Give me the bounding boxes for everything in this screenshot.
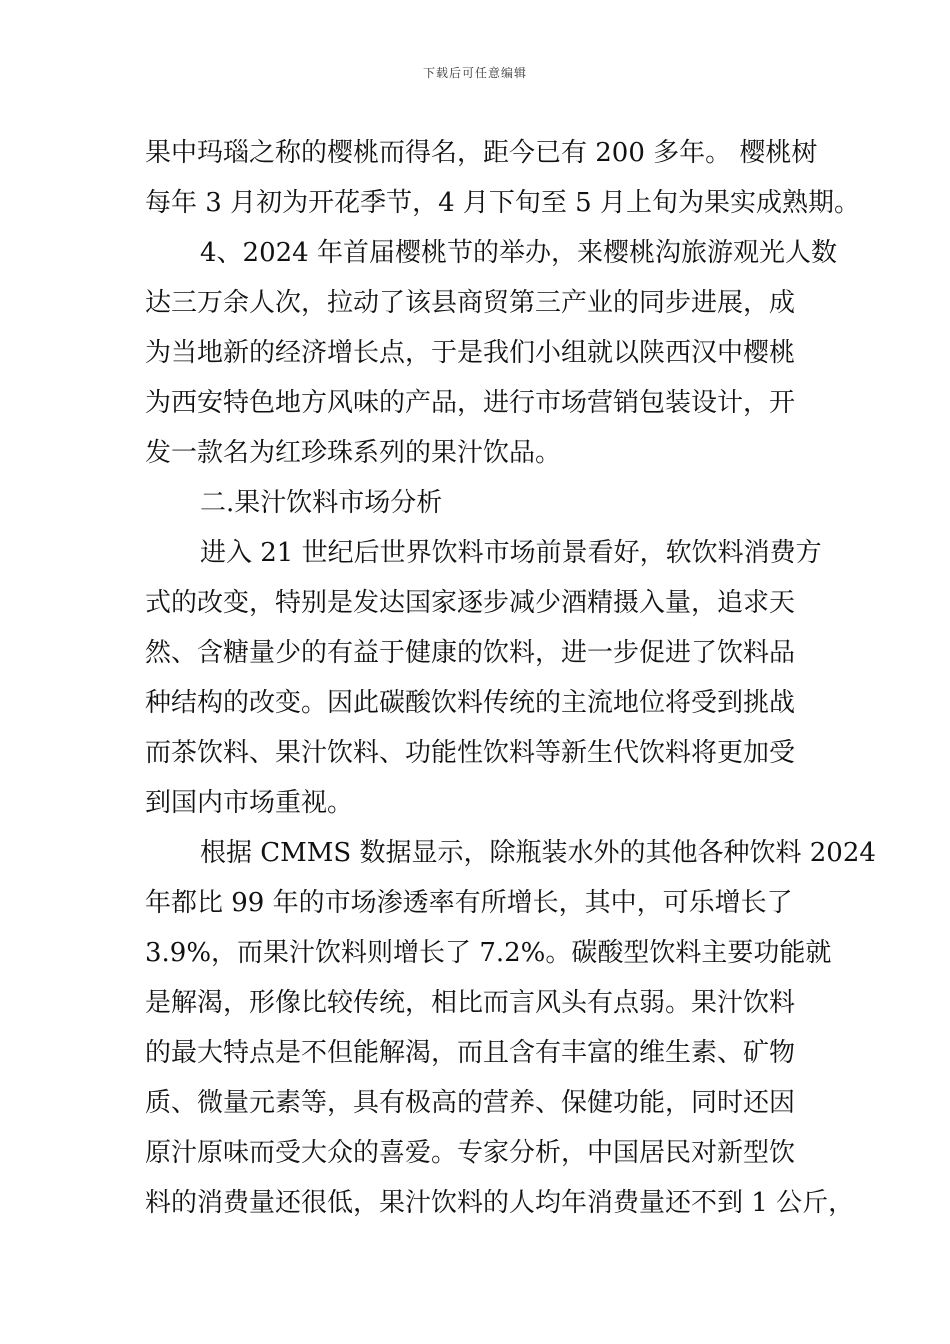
- paragraph-start-line: 进入 21 世纪后世界饮料市场前景看好，软饮料消费方: [200, 538, 822, 568]
- text-line: 达三万余人次，拉动了该县商贸第三产业的同步进展，成: [145, 288, 796, 318]
- text-line: 果中玛瑙之称的樱桃而得名，距今已有 200 多年。 樱桃树: [145, 138, 818, 168]
- text-line: 种结构的改变。因此碳酸饮料传统的主流地位将受到挑战: [145, 688, 796, 718]
- text-line: 的最大特点是不但能解渴，而且含有丰富的维生素、矿物: [145, 1038, 796, 1068]
- text-line: 3.9%，而果汁饮料则增长了 7.2%。碳酸型饮料主要功能就: [145, 938, 832, 968]
- document-body: [145, 128, 876, 1228]
- paragraph-start-line: 4、2024 年首届樱桃节的举办，来樱桃沟旅游观光人数: [200, 238, 837, 268]
- text-line: 而茶饮料、果汁饮料、功能性饮料等新生代饮料将更加受: [145, 738, 796, 768]
- text-line: 每年 3 月初为开花季节，4 月下旬至 5 月上旬为果实成熟期。: [145, 188, 860, 218]
- text-line: 到国内市场重视。: [145, 788, 354, 818]
- section-heading: 二.果汁饮料市场分析: [200, 488, 443, 518]
- text-line: 料的消费量还很低，果汁饮料的人均年消费量还不到 1 公斤，: [145, 1188, 855, 1218]
- text-line: 年都比 99 年的市场渗透率有所增长，其中，可乐增长了: [145, 888, 793, 918]
- text-line: 发一款名为红珍珠系列的果汁饮品。: [145, 438, 562, 468]
- text-line: 式的改变，特别是发达国家逐步减少酒精摄入量，追求天: [145, 588, 796, 618]
- text-line: 质、微量元素等，具有极高的营养、保健功能，同时还因: [145, 1088, 796, 1118]
- text-line: 然、含糖量少的有益于健康的饮料，进一步促进了饮料品: [145, 638, 796, 668]
- text-line: 为当地新的经济增长点，于是我们小组就以陕西汉中樱桃: [145, 338, 796, 368]
- text-line: 为西安特色地方风味的产品，进行市场营销包装设计，开: [145, 388, 796, 418]
- page-header: 下载后可任意编辑: [422, 66, 527, 80]
- text-line: 原汁原味而受大众的喜爱。专家分析，中国居民对新型饮: [145, 1138, 796, 1168]
- paragraph-start-line: 根据 CMMS 数据显示，除瓶装水外的其他各种饮料 2024: [200, 838, 876, 868]
- text-line: 是解渴，形像比较传统，相比而言风头有点弱。果汁饮料: [145, 988, 796, 1018]
